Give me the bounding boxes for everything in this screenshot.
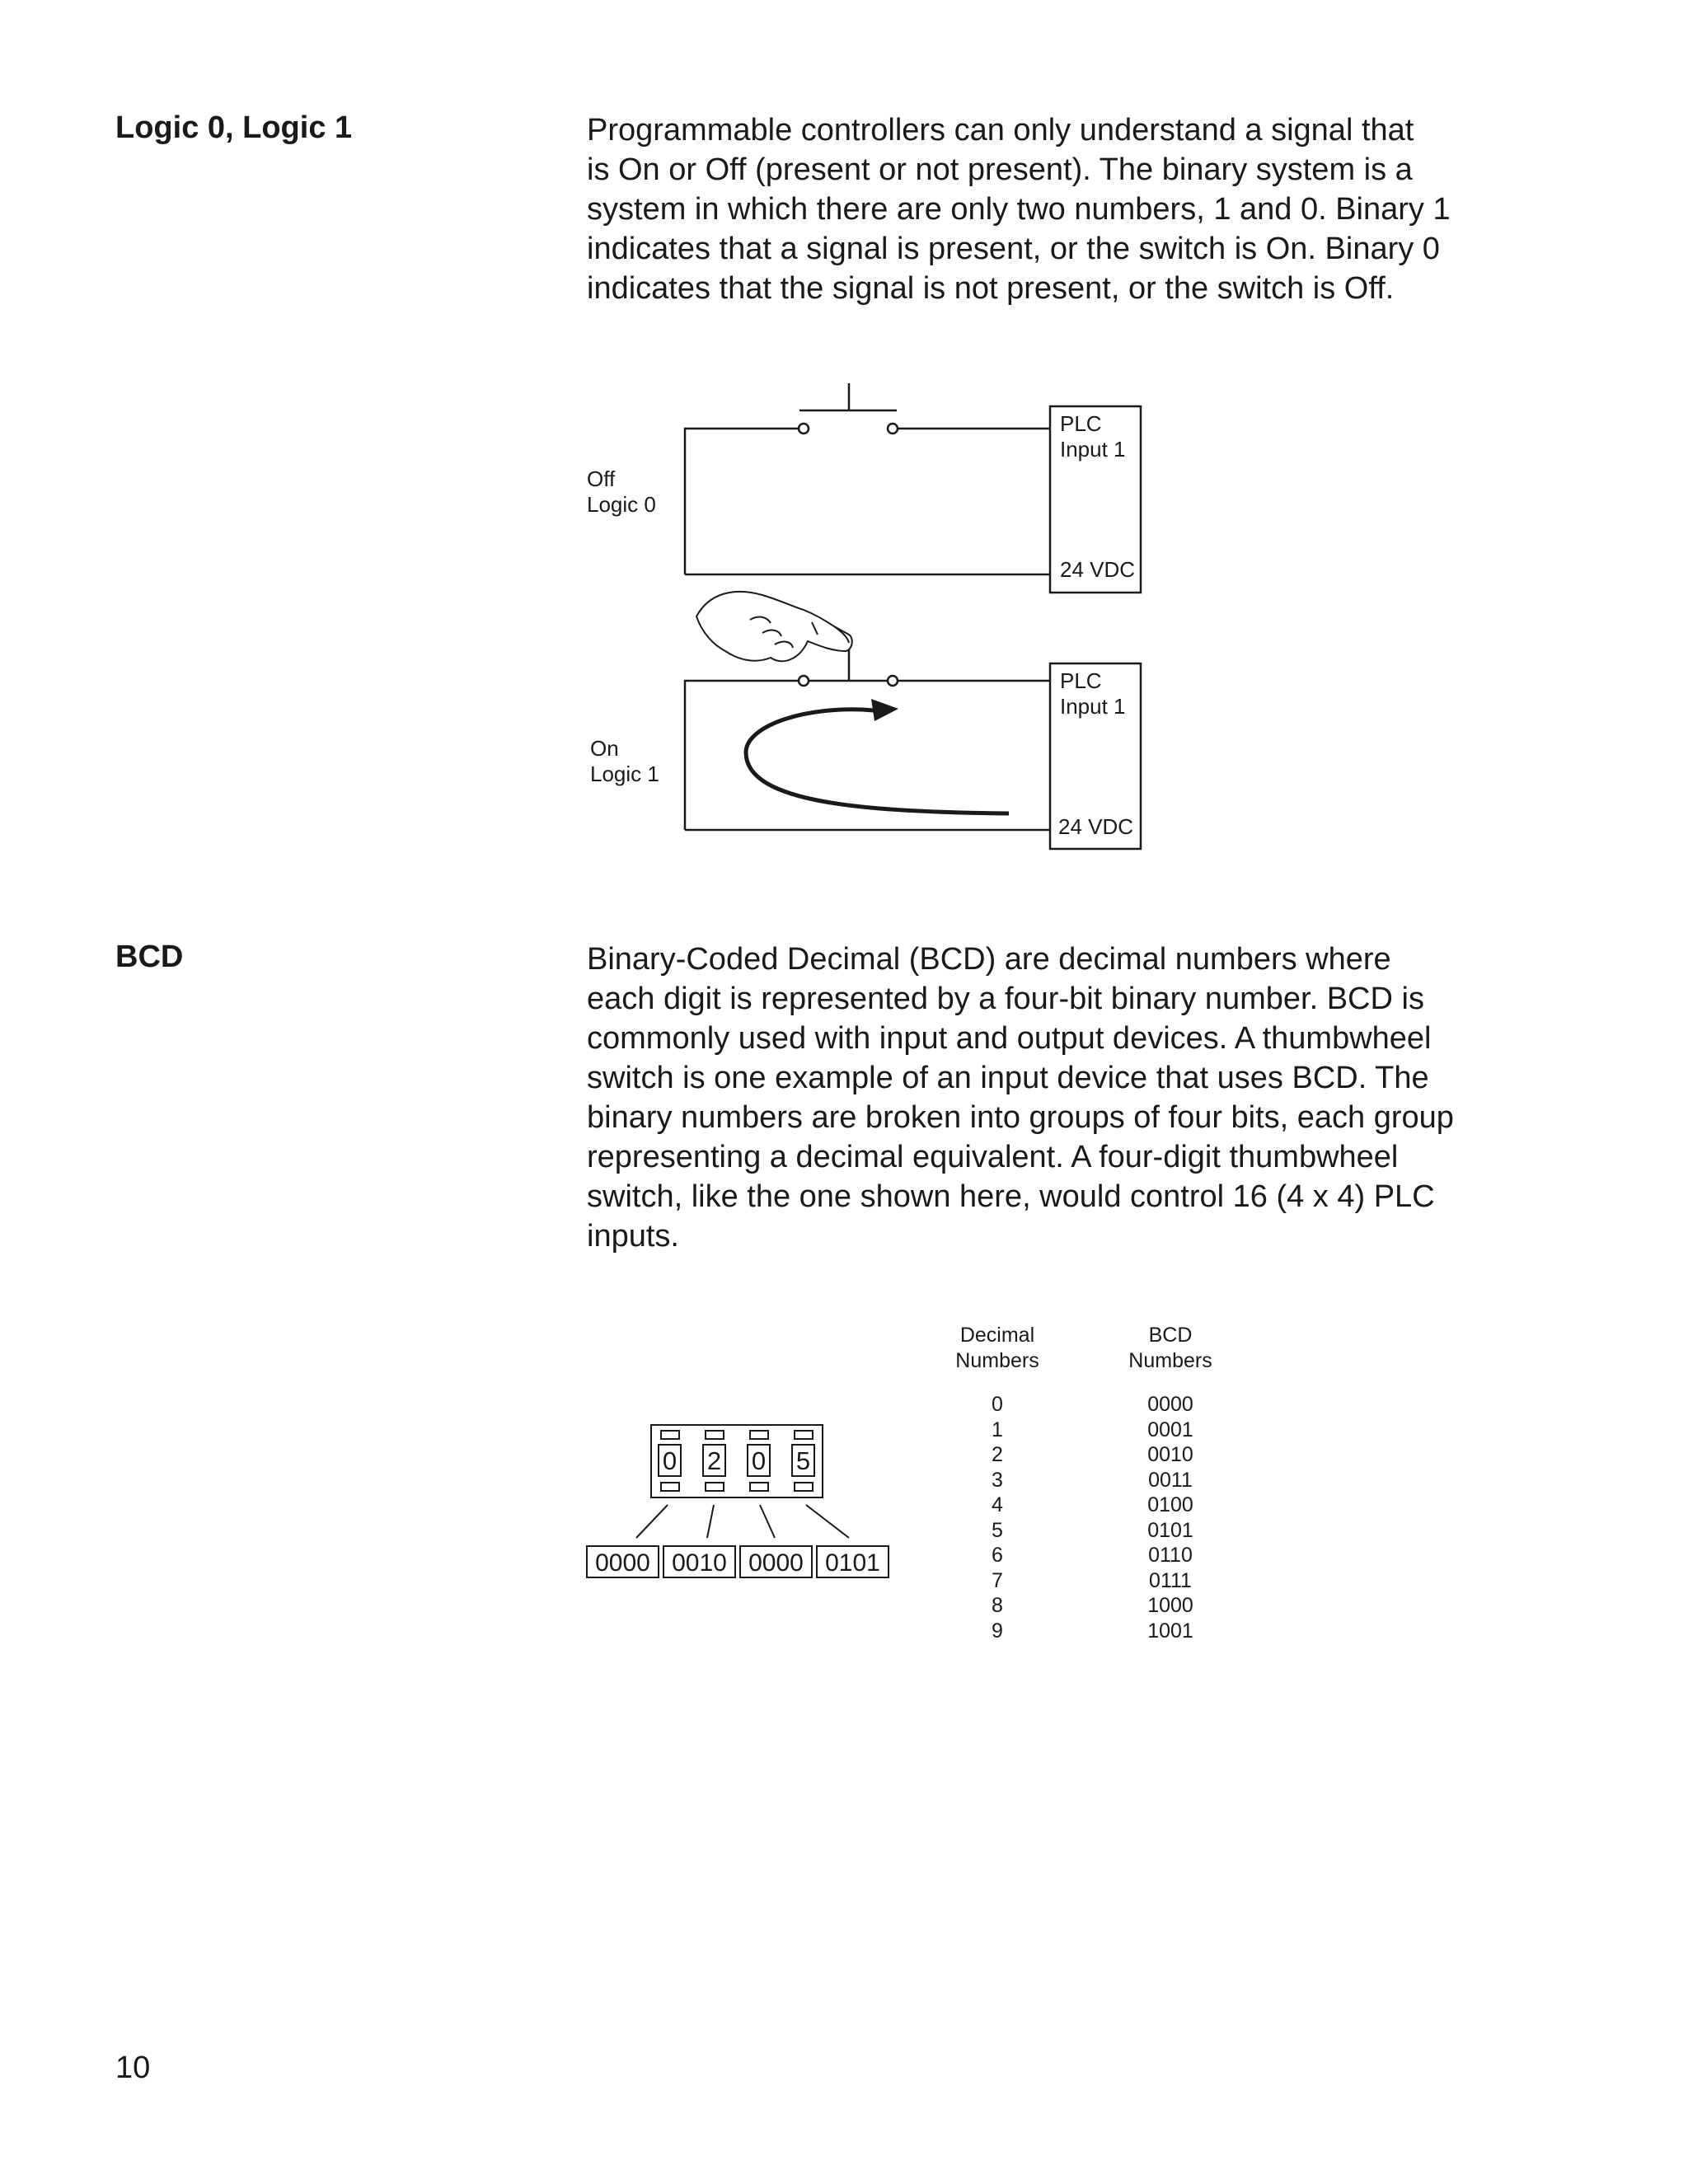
paragraph-line: binary numbers are broken into groups of four bits, each group	[587, 1100, 1454, 1135]
section-heading-logic: Logic 0, Logic 1	[115, 110, 353, 145]
header-line: Numbers	[955, 1349, 1039, 1372]
bcd-cell: 1001	[1147, 1619, 1193, 1643]
bcd-group-value: 0010	[672, 1549, 727, 1577]
state-label-off: Off	[587, 466, 616, 491]
paragraph-line: Binary-Coded Decimal (BCD) are decimal numbers where	[587, 942, 1391, 977]
plc-input-label: Input 1	[1060, 694, 1126, 719]
decimal-cell: 6	[992, 1544, 1003, 1567]
table-row	[907, 1442, 1253, 1468]
decimal-cell: 3	[992, 1468, 1003, 1492]
paragraph-line: switch, like the one shown here, would control 16 (4 x 4) PLC	[587, 1179, 1435, 1214]
decimal-cell: 7	[992, 1568, 1003, 1592]
paragraph-line: switch is one example of an input device that uses BCD. The	[587, 1061, 1429, 1095]
bcd-cell: 0111	[1149, 1568, 1192, 1592]
bcd-cell: 0000	[1147, 1393, 1193, 1416]
thumbwheel-digit: 5	[795, 1446, 811, 1475]
paragraph-line: each digit is represented by a four-bit binary number. BCD is	[587, 982, 1424, 1016]
paragraph-line: is On or Off (present or not present). The binary system is a	[587, 152, 1413, 187]
bcd-cell: 0100	[1147, 1493, 1193, 1516]
decimal-cell: 0	[992, 1393, 1003, 1416]
table-row	[907, 1468, 1253, 1493]
table-row	[907, 1593, 1253, 1619]
page-number: 10	[115, 2050, 151, 2085]
thumbwheel-tab	[706, 1431, 724, 1439]
paragraph-line: representing a decimal equivalent. A four-digit thumbwheel	[587, 1140, 1399, 1174]
thumbwheel-tab	[750, 1431, 768, 1439]
thumbwheel-tab	[795, 1431, 813, 1439]
paragraph-line: system in which there are only two numbers, 1 and 0. Binary 1	[587, 192, 1451, 227]
thumbwheel-tab	[750, 1483, 768, 1491]
decimal-cell: 5	[992, 1518, 1003, 1542]
table-header-decimal	[907, 1323, 1088, 1376]
bcd-cell: 0101	[1147, 1518, 1193, 1542]
decimal-cell: 8	[992, 1594, 1003, 1617]
table-row	[907, 1418, 1253, 1443]
header-line: Numbers	[1128, 1349, 1212, 1372]
connector-line	[707, 1505, 714, 1538]
thumbwheel-digit: 2	[706, 1446, 722, 1475]
decimal-cell: 1	[992, 1418, 1003, 1441]
table-row	[907, 1493, 1253, 1518]
table-row	[907, 1619, 1253, 1644]
table-body	[907, 1392, 1253, 1643]
bcd-group-value: 0101	[825, 1549, 880, 1577]
state-label-logic0: Logic 0	[587, 492, 656, 517]
header-line: BCD	[1148, 1324, 1193, 1347]
paragraph-line: inputs.	[587, 1219, 679, 1254]
table-row	[907, 1392, 1253, 1418]
table-row	[907, 1543, 1253, 1568]
header-line: Decimal	[959, 1324, 1035, 1347]
thumbwheel-tab	[795, 1483, 813, 1491]
bcd-group-value: 0000	[595, 1549, 650, 1577]
plc-input-label: Input 1	[1060, 437, 1126, 462]
thumbwheel-tab	[706, 1483, 724, 1491]
decimal-cell: 4	[992, 1493, 1003, 1516]
plc-label: PLC	[1060, 411, 1102, 436]
voltage-label: 24 VDC	[1060, 557, 1136, 582]
bcd-group-value: 0000	[748, 1549, 804, 1577]
bcd-conversion-table	[907, 1323, 1253, 1643]
bcd-cell: 1000	[1147, 1594, 1193, 1617]
thumbwheel-tab	[661, 1483, 679, 1491]
table-header-bcd	[1088, 1323, 1253, 1376]
bcd-cell: 0010	[1147, 1443, 1193, 1466]
section-heading-bcd: BCD	[115, 940, 184, 974]
decimal-cell: 2	[992, 1443, 1003, 1466]
state-label-on: On	[590, 736, 619, 761]
thumbwheel-digit: 0	[662, 1446, 678, 1475]
connector-line	[760, 1505, 775, 1538]
bcd-cell: 0001	[1147, 1418, 1193, 1441]
table-header	[907, 1323, 1253, 1376]
paragraph-line: Programmable controllers can only understand a signal that	[587, 113, 1414, 148]
connector-line	[636, 1505, 668, 1538]
paragraph-line: indicates that the signal is not present, or the switch is Off.	[587, 271, 1395, 306]
table-row	[907, 1568, 1253, 1594]
bcd-cell: 0110	[1148, 1544, 1193, 1567]
state-label-logic1: Logic 1	[590, 762, 659, 786]
table-row	[907, 1518, 1253, 1544]
decimal-cell: 9	[992, 1619, 1003, 1643]
paragraph-line: commonly used with input and output devices. A thumbwheel	[587, 1021, 1432, 1056]
thumbwheel-tab	[661, 1431, 679, 1439]
voltage-label: 24 VDC	[1058, 814, 1134, 839]
paragraph-line: indicates that a signal is present, or the switch is On. Binary 0	[587, 232, 1440, 266]
plc-label: PLC	[1060, 668, 1102, 693]
connector-line	[806, 1505, 849, 1538]
bcd-cell: 0011	[1148, 1468, 1193, 1492]
thumbwheel-digit: 0	[751, 1446, 767, 1475]
